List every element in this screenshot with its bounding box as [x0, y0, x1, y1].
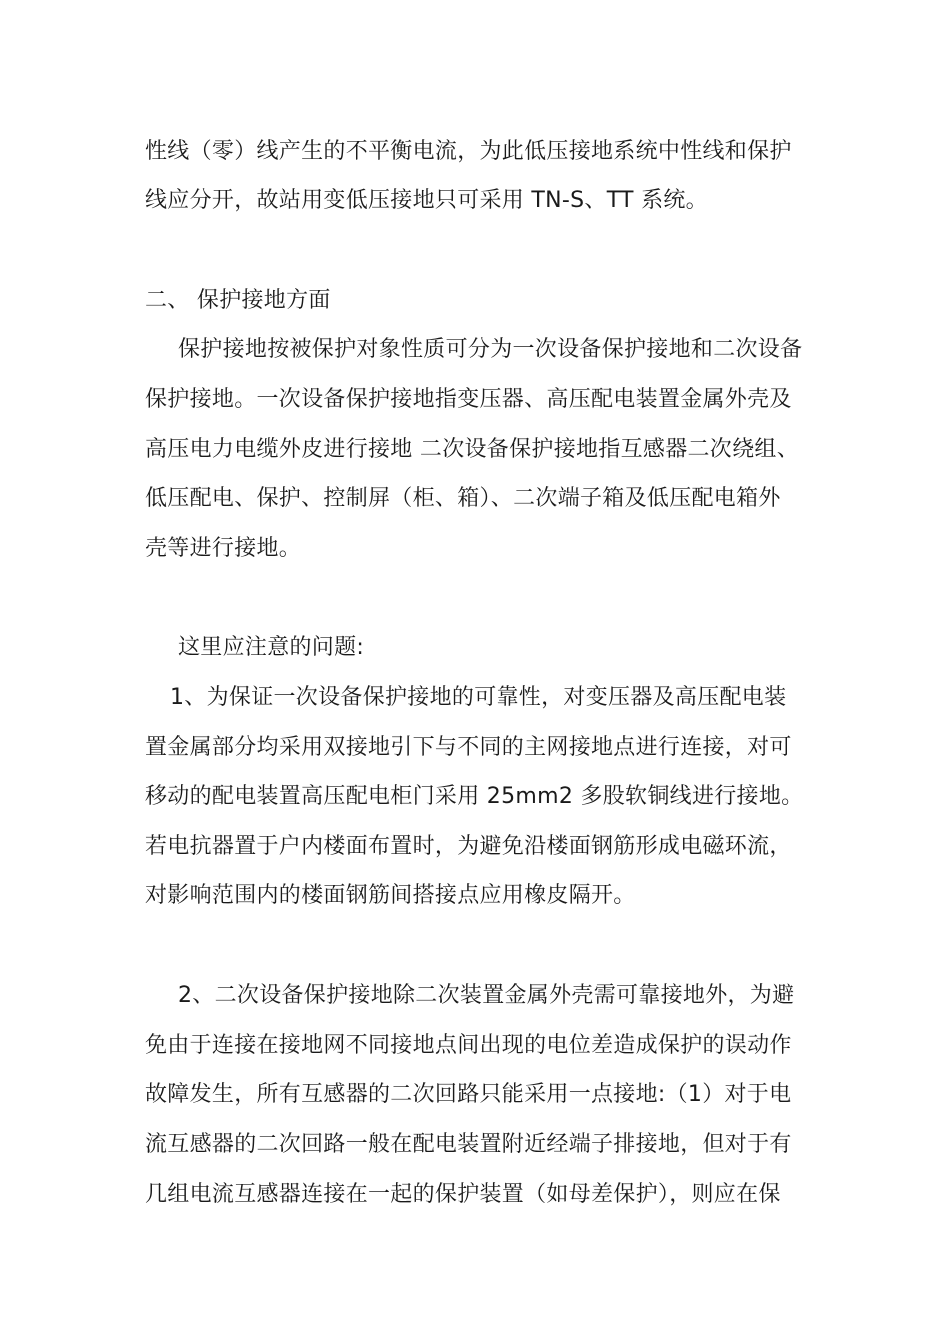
subheading-note: 这里应注意的问题:	[178, 635, 365, 660]
paragraph-line: 若电抗器置于户内楼面布置时，为避免沿楼面钢筋形成电磁环流，	[145, 834, 792, 859]
section-heading: 二、 保护接地方面	[145, 288, 331, 313]
paragraph-line: 置金属部分均采用双接地引下与不同的主网接地点进行连接，对可	[145, 735, 792, 760]
list-item-1-line: 1、为保证一次设备保护接地的可靠性，对变压器及高压配电装	[170, 685, 787, 710]
paragraph-line: 流互感器的二次回路一般在配电装置附近经端子排接地，但对于有	[145, 1132, 792, 1157]
paragraph-line: 免由于连接在接地网不同接地点间出现的电位差造成保护的误动作	[145, 1033, 792, 1058]
paragraph-line: 移动的配电装置高压配电柜门采用 25mm2 多股软铜线进行接地。	[145, 784, 804, 809]
paragraph-line: 故障发生，所有互感器的二次回路只能采用一点接地:（1）对于电	[145, 1082, 792, 1107]
paragraph-line: 壳等进行接地。	[145, 536, 302, 561]
paragraph-line: 保护接地。一次设备保护接地指变压器、高压配电装置金属外壳及	[145, 387, 792, 412]
list-item-2-line: 2、二次设备保护接地除二次装置金属外壳需可靠接地外，为避	[178, 983, 795, 1008]
paragraph-line: 低压配电、保护、控制屏（柜、箱）、二次端子箱及低压配电箱外	[145, 486, 781, 511]
paragraph-line: 对影响范围内的楼面钢筋间搭接点应用橡皮隔开。	[145, 883, 636, 908]
paragraph-line: 几组电流互感器连接在一起的保护装置（如母差保护），则应在保	[145, 1182, 781, 1207]
paragraph-line: 高压电力电缆外皮进行接地 二次设备保护接地指互感器二次绕组、	[145, 437, 799, 462]
paragraph-line: 保护接地按被保护对象性质可分为一次设备保护接地和二次设备	[178, 337, 803, 362]
paragraph-line: 线应分开，故站用变低压接地只可采用 TN-S、TT 系统。	[145, 188, 708, 213]
paragraph-line: 性线（零）线产生的不平衡电流，为此低压接地系统中性线和保护	[145, 139, 792, 164]
